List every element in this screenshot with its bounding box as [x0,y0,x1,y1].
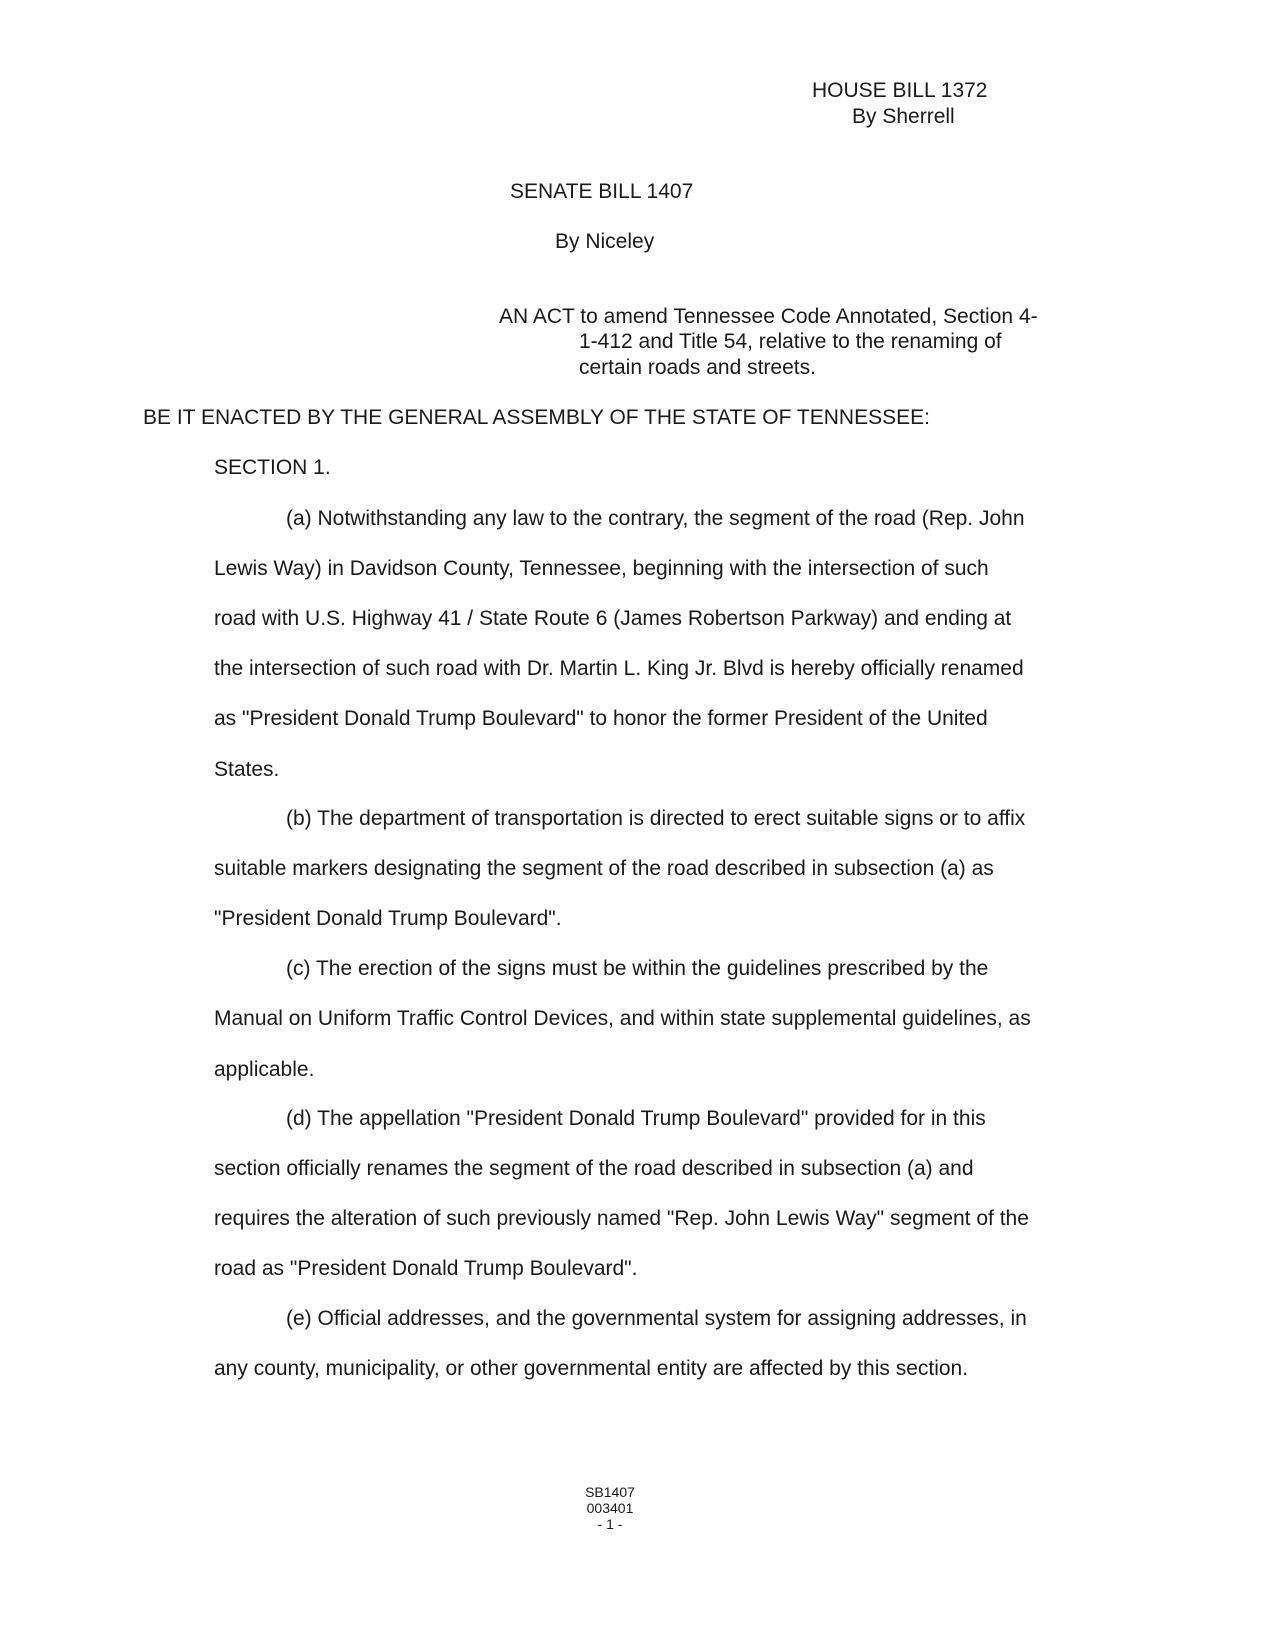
subsection-e-line: (e) Official addresses, and the governmental system for assigning addresses, in [286,1307,1027,1330]
subsection-a-line: as "President Donald Trump Boulevard" to honor the former President of the United [214,707,988,730]
footer-bill-id: SB1407 [585,1484,635,1500]
subsection-c-line: Manual on Uniform Traffic Control Devices, and within state supplemental guidelines, as [214,1007,1031,1030]
subsection-a-line: Lewis Way) in Davidson County, Tennessee, beginning with the intersection of such [214,557,989,580]
subsection-d-line: section officially renames the segment of the road described in subsection (a) and [214,1157,974,1180]
subsection-b-line: (b) The department of transportation is directed to erect suitable signs or to affix [286,807,1026,830]
subsection-c-line: applicable. [214,1058,315,1081]
house-bill-sponsor: By Sherrell [852,105,955,128]
enacting-clause: BE IT ENACTED BY THE GENERAL ASSEMBLY OF THE STATE OF TENNESSEE: [143,406,930,429]
subsection-d-line: road as "President Donald Trump Boulevard". [214,1257,638,1280]
subsection-b-line: suitable markers designating the segment of the road described in subsection (a) as [214,857,994,880]
subsection-a-line: road with U.S. Highway 41 / State Route 6 (James Robertson Parkway) and ending at [214,607,1012,630]
subsection-a-line: (a) Notwithstanding any law to the contrary, the segment of the road (Rep. John [286,507,1025,530]
senate-bill-number: SENATE BILL 1407 [510,180,694,203]
house-bill-number: HOUSE BILL 1372 [812,79,988,102]
subsection-d-line: requires the alteration of such previously named "Rep. John Lewis Way" segment of the [214,1207,1029,1230]
section-heading: SECTION 1. [214,456,331,479]
subsection-c-line: (c) The erection of the signs must be within the guidelines prescribed by the [286,957,989,980]
act-caption-line-3: certain roads and streets. [579,356,816,379]
subsection-a-line: the intersection of such road with Dr. Martin L. King Jr. Blvd is hereby officially renamed [214,657,1024,680]
act-caption-line-2: 1-412 and Title 54, relative to the renaming of [579,330,1002,353]
footer-doc-number: 003401 [586,1500,634,1516]
act-caption-line-1: AN ACT to amend Tennessee Code Annotated, Section 4- [499,305,1038,328]
subsection-d-line: (d) The appellation "President Donald Trump Boulevard" provided for in this [286,1107,986,1130]
senate-bill-sponsor: By Niceley [555,230,655,253]
footer-page-number: - 1 - [597,1516,623,1532]
subsection-a-line: States. [214,758,280,781]
subsection-b-line: "President Donald Trump Boulevard". [214,907,562,930]
subsection-e-line: any county, municipality, or other governmental entity are affected by this section. [214,1357,969,1380]
